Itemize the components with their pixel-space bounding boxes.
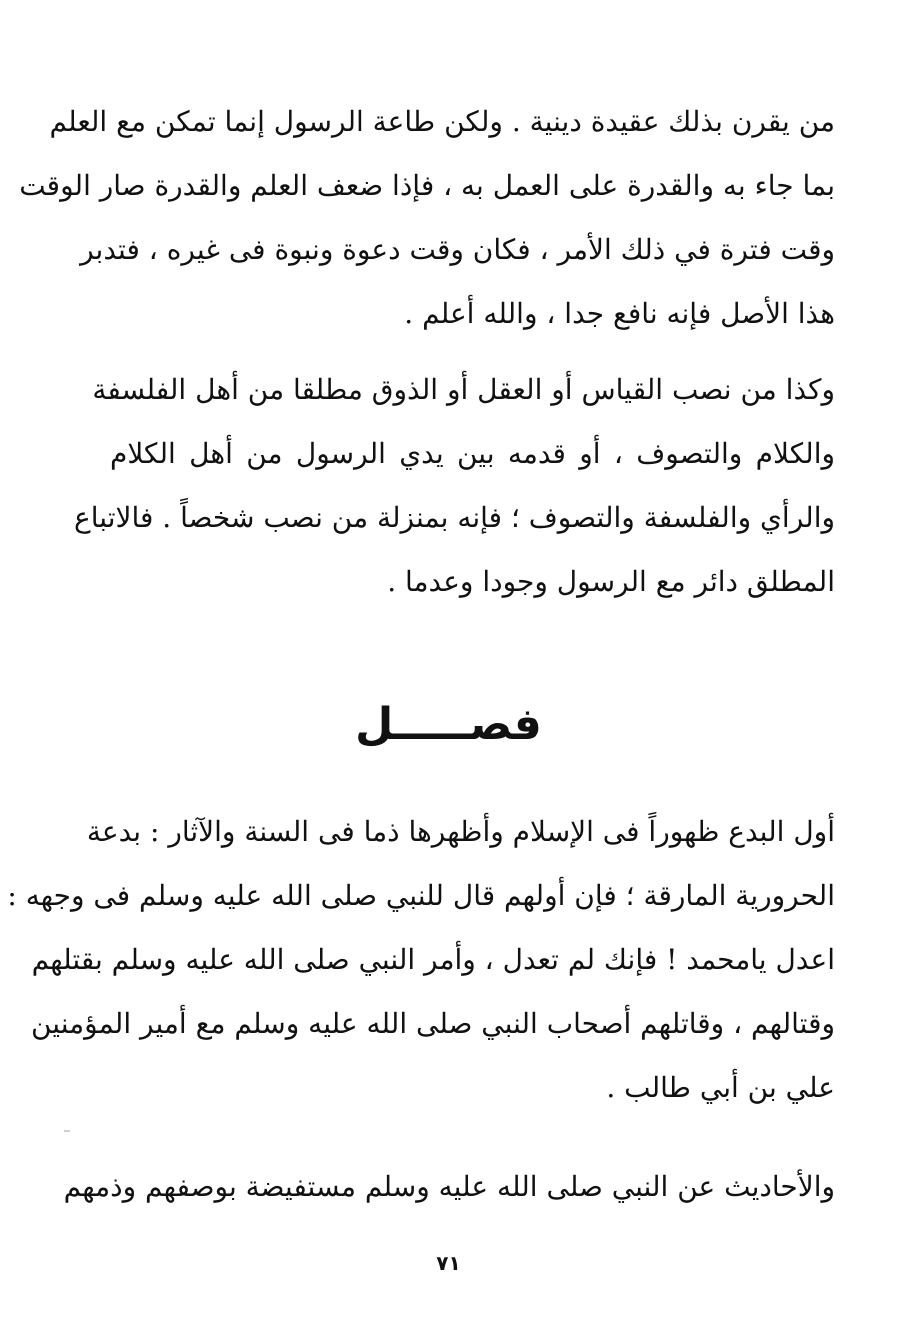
paragraph-3-line-1: أول البدع ظهوراً فى الإسلام وأظهرها ذما فى السنة والآثار : بدعة xyxy=(86,815,835,848)
paragraph-2-line-4: المطلق دائر مع الرسول وجودا وعدما . xyxy=(387,565,835,598)
paragraph-1 xyxy=(19,90,835,346)
paragraph-2 xyxy=(74,358,835,614)
paragraph-3-line-4: وقتالهم ، وقاتلهم أصحاب النبي صلى الله عليه وسلم مع أمير المؤمنين xyxy=(30,1007,835,1040)
paragraph-2-line-2: والكلام والتصوف ، أو قدمه بين يدي الرسول من أهل الكلام xyxy=(110,437,835,470)
paragraph-4-line-1: والأحاديث عن النبي صلى الله عليه وسلم مستفيضة بوصفهم وذمهم xyxy=(63,1170,835,1203)
margin-mark xyxy=(64,1130,70,1132)
paragraph-1-line-4: هذا الأصل فإنه نافع جدا ، والله أعلم . xyxy=(404,297,835,330)
paragraph-3-line-2: الحرورية المارقة ؛ فإن أولهم قال للنبي صلى الله عليه وسلم فى وجهه : xyxy=(7,879,835,912)
page-number: ٧١ xyxy=(436,1251,461,1275)
paragraph-2-line-3: والرأي والفلسفة والتصوف ؛ فإنه بمنزلة من نصب شخصاً . فالاتباع xyxy=(74,501,835,534)
paragraph-2-line-1: وكذا من نصب القياس أو العقل أو الذوق مطلقا من أهل الفلسفة xyxy=(92,373,835,406)
paragraph-4 xyxy=(63,1155,835,1219)
paragraph-1-line-2: بما جاء به والقدرة على العمل به ، فإذا ضعف العلم والقدرة صار الوقت xyxy=(19,169,835,202)
paragraph-1-line-1: من يقرن بذلك عقيدة دينية . ولكن طاعة الرسول إنما تمكن مع العلم xyxy=(49,105,835,138)
section-heading: فصـــــل xyxy=(355,699,542,750)
paragraph-1-line-3: وقت فترة في ذلك الأمر ، فكان وقت دعوة ونبوة فى غيره ، فتدبر xyxy=(80,233,835,266)
paragraph-3 xyxy=(7,800,835,1120)
paragraph-3-line-3: اعدل يامحمد ! فإنك لم تعدل ، وأمر النبي صلى الله عليه وسلم بقتلهم xyxy=(31,943,835,976)
paragraph-3-line-5: علي بن أبي طالب . xyxy=(606,1071,835,1104)
